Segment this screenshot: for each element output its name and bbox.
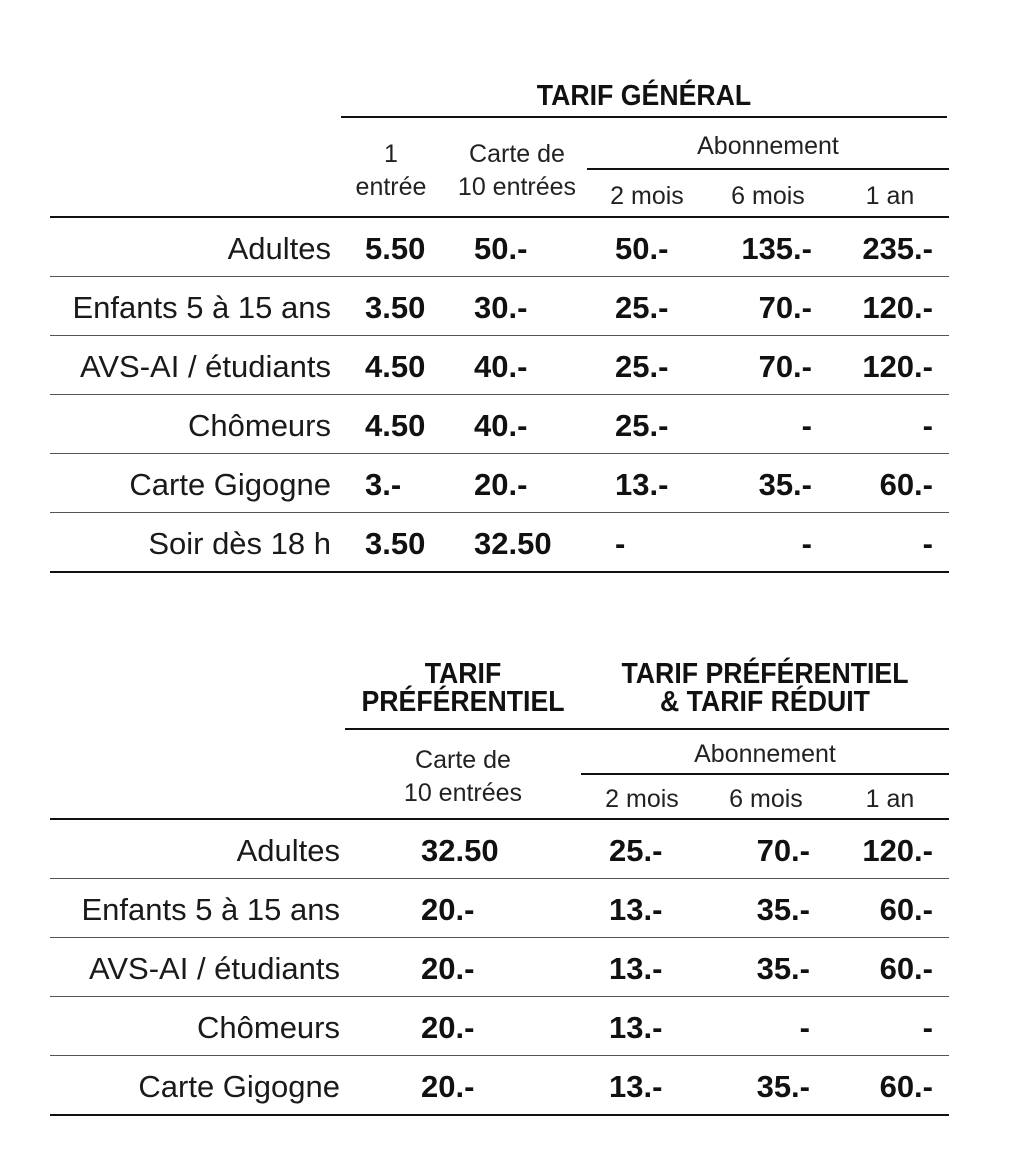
row-value: 20.- [421,892,475,927]
row-label: Enfants 5 à 15 ans [81,892,340,927]
row-value: 120.- [862,349,933,384]
row-value: 120.- [862,290,933,325]
col-header-abonnement: Abonnement [697,132,839,160]
row-divider [50,335,949,336]
col-header-carte-2 [380,744,546,810]
row-value: - [615,526,626,561]
row-value: 5.50 [365,231,426,266]
row-divider [50,394,949,395]
row-value: 3.50 [365,526,426,561]
row-label: Adultes [236,833,340,868]
tarif-general-title: TARIF GÉNÉRAL [536,80,752,112]
row-value: 120.- [862,833,933,868]
row-value: - [922,1010,933,1045]
row-value: - [799,1010,810,1045]
tarif-preferentiel-reduit-title-line1: TARIF PRÉFÉRENTIEL [621,658,909,690]
row-divider [50,276,949,277]
row-value: 30.- [474,290,528,325]
tarif-preferentiel-reduit-title-line2: & TARIF RÉDUIT [660,686,870,718]
row-value: 32.50 [421,833,499,868]
col-header-2-mois-2: 2 mois [605,785,679,813]
row-divider [50,937,949,938]
row-divider [50,512,949,513]
row-divider [50,878,949,879]
row-value: 35.- [758,467,812,502]
table-bottom-rule [50,571,949,573]
col-header-carte-2-line2: 10 entrées [403,779,523,807]
row-value: 70.- [756,833,810,868]
row-value: 235.- [862,231,933,266]
abonnement-rule [587,168,949,170]
title-rule [341,116,947,118]
row-value: 60.- [879,1069,933,1104]
abonnement-rule-2 [581,773,949,775]
row-label: Adultes [227,231,331,266]
row-divider [50,453,949,454]
row-value: 20.- [421,1069,475,1104]
col-header-1-an: 1 an [865,182,915,210]
row-value: 20.- [421,951,475,986]
row-value: 25.- [609,833,663,868]
row-value: - [922,526,933,561]
row-divider [50,996,949,997]
col-header-abonnement-2: Abonnement [694,740,836,768]
row-label: AVS-AI / étudiants [80,349,331,384]
row-value: 35.- [756,1069,810,1104]
col-header-carte [445,138,589,204]
tarif-preferentiel-reduit-title [605,660,925,716]
tarif-preferentiel-title [354,660,571,716]
row-value: 70.- [758,349,812,384]
row-label: Carte Gigogne [138,1069,340,1104]
col-header-6-mois-2: 6 mois [729,785,803,813]
header-rule-2 [50,818,949,820]
row-value: 50.- [615,231,669,266]
row-value: 35.- [756,892,810,927]
col-header-carte-line2: 10 entrées [457,173,577,201]
row-value: 60.- [879,951,933,986]
row-value: - [801,408,812,443]
col-header-entree [345,138,437,204]
row-value: 4.50 [365,349,426,384]
row-value: 35.- [756,951,810,986]
row-label: Enfants 5 à 15 ans [72,290,331,325]
col-header-entree-line1: 1 [384,140,398,168]
tarif-preferentiel-title-line2: PRÉFÉRENTIEL [361,686,565,718]
row-value: 20.- [421,1010,475,1045]
row-value: 60.- [879,467,933,502]
row-value: 13.- [609,1069,663,1104]
row-value: 50.- [474,231,528,266]
col-header-entree-line2: entrée [355,173,427,201]
row-value: 20.- [474,467,528,502]
header-rule [50,216,949,218]
title-rule-2 [345,728,949,730]
row-label: Carte Gigogne [129,467,331,502]
row-value: 4.50 [365,408,426,443]
row-value: 25.- [615,349,669,384]
row-value: 40.- [474,408,528,443]
row-label: AVS-AI / étudiants [89,951,340,986]
col-header-carte-2-line1: Carte de [415,746,511,774]
row-value: 60.- [879,892,933,927]
row-value: 70.- [758,290,812,325]
row-value: 40.- [474,349,528,384]
table-bottom-rule [50,1114,949,1116]
col-header-2-mois: 2 mois [610,182,684,210]
row-divider [50,1055,949,1056]
row-value: 13.- [609,951,663,986]
row-value: 13.- [615,467,669,502]
row-value: 135.- [741,231,812,266]
row-label: Soir dès 18 h [148,526,331,561]
row-value: - [801,526,812,561]
row-value: 13.- [609,892,663,927]
col-header-carte-line1: Carte de [469,140,565,168]
row-value: 3.50 [365,290,426,325]
row-value: 32.50 [474,526,552,561]
row-value: 13.- [609,1010,663,1045]
row-value: - [922,408,933,443]
row-value: 3.- [365,467,402,502]
col-header-6-mois: 6 mois [731,182,805,210]
tarif-preferentiel-title-line1: TARIF [424,658,502,690]
row-label: Chômeurs [188,408,331,443]
col-header-1-an-2: 1 an [865,785,915,813]
row-value: 25.- [615,408,669,443]
row-value: 25.- [615,290,669,325]
row-label: Chômeurs [197,1010,340,1045]
